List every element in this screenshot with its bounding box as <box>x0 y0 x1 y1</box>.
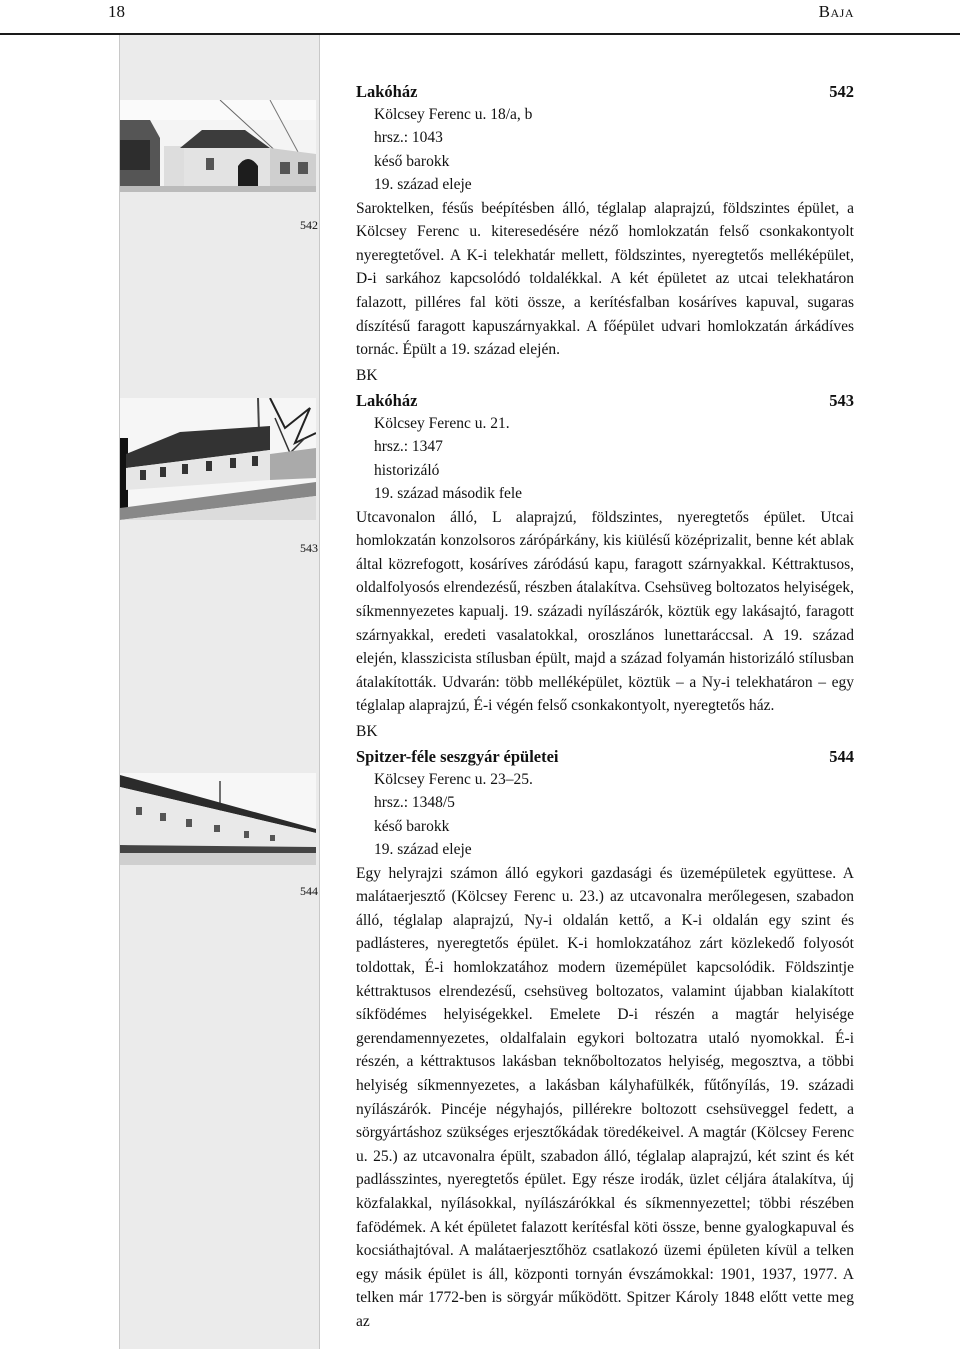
photo-label-543: 543 <box>300 541 318 555</box>
entry-address: Kölcsey Ferenc u. 18/a, b <box>374 106 533 123</box>
entry-542 <box>356 80 854 387</box>
entry-heading <box>356 389 854 412</box>
entry-543 <box>356 389 854 744</box>
photo-544 <box>120 773 316 865</box>
entry-number: 542 <box>829 82 854 101</box>
entry-hrsz: hrsz.: 1348/5 <box>374 794 455 812</box>
photo-label-542: 542 <box>300 218 318 232</box>
entry-author: BK <box>356 366 378 384</box>
entry-date: 19. század eleje <box>374 176 472 194</box>
entry-number: 544 <box>829 747 854 766</box>
entry-title: Lakóház <box>356 391 418 410</box>
photo-542 <box>120 100 316 192</box>
entry-address: Kölcsey Ferenc u. 23–25. <box>374 771 533 788</box>
entry-description: Saroktelken, fésűs beépítésben álló, téglalap alaprajzú, földszintes épület, a Kölcsey Ferenc u. kiteresedésére néző homlokzatán felső csonkakontyolt nyeregtetővel. A K-i telekhatár mellett, földszintes, nyeregtetős melléképület, D-i sarkához kapcsolódó toldalékkal. A két épületet az utcai telekhatáron falazott, pilléres fal köti össze, a kerítésfalban kosáríves kapuval, sugaras díszítésű faragott kapuszárnyakkal. A főépület udvari homlokzatán árkádíves tornác. Épült a 19. század elején. <box>356 199 854 359</box>
photo-543 <box>120 398 316 520</box>
entry-date: 19. század második fele <box>374 485 523 503</box>
entry-title: Lakóház <box>356 82 418 101</box>
page-number: 18 <box>108 2 125 21</box>
image-column <box>119 35 320 1349</box>
entry-style: historizáló <box>374 461 440 479</box>
entry-date: 19. század eleje <box>374 841 472 859</box>
entry-hrsz: hrsz.: 1043 <box>374 129 443 147</box>
photo-label-544: 544 <box>300 884 318 898</box>
entry-description: Egy helyrajzi számon álló egykori gazdasági és üzemépületek együttese. A malátaerjesztő (Kölcsey Ferenc u. 23.) az utcavonalra merőlegesen, szabadon álló, téglalap alaprajzú, Ny-i oldalán kettő, a K-i oldalán egy szint és padlásteres, nyeregtetős épület. K-i homlokzatához zárt közlekedő folyosót toldottak, É-i homlokzatához modern üzemépület kapcsolódik. Földszintje kéttraktusos elrendezésű, csehsüveg boltozatos, valamint újabban kialakított síkfödémes helyiségekkel. Emelete D-i részén a magtár helyisége gerendamennyezetes, oldalfalain egykori boltozatra utaló nyomokkal. É-i részén, a kéttraktusos lakásban teknőboltozatos helyiség, megosztva, a többi helyiség síkmennyezetes, a lakásban kályhafülkék, fűtőnyílás, 19. századi nyílászárók. Pincéje négyhajós, pillérekre boltozott csehsüveggel fedett, a sörgyártáshoz szükséges erjesztőkádak töredékeivel. A magtár (Kölcsey Ferenc u. 25.) az utcavonalra épült, szabadon álló, téglalap alaprajzú, két szint és két padlásszintes, nyeregtetős épület. Egy része irodák, üzlet céljára átalakítva, új közfalakkal, nyílásokkal, nyílászárókkal és síkmennyezettel; többi részében fafödémek. A két épületet falazott kerítésfal köti össze, benne gyalogkapuval és kocsiáthajtóval. A malátaerjesztőhöz csatlakozó üzemi épületen kívül a telken egy másik épület is áll, központi tornyán évszámokkal: 1901, 1937, 1977. A telken már 1772-ben is sörgyár működött. Spitzer Károly 1848 előtt vette meg az <box>356 864 854 1330</box>
entry-author: BK <box>356 722 378 740</box>
entry-title: Spitzer-féle seszgyár épületei <box>356 747 559 766</box>
entry-address: Kölcsey Ferenc u. 21. <box>374 415 510 432</box>
entry-hrsz: hrsz.: 1347 <box>374 438 443 456</box>
entry-number: 543 <box>829 391 854 410</box>
entry-544 <box>356 745 854 1334</box>
entry-style: késő barokk <box>374 817 450 835</box>
entry-heading <box>356 80 854 103</box>
running-title: Baja <box>818 2 854 21</box>
entry-heading <box>356 745 854 768</box>
entry-style: késő barokk <box>374 152 450 170</box>
entry-description: Utcavonalon álló, L alaprajzú, földszintes, nyeregtetős épület. Utcai homlokzatán konzolsoros zárópárkány, kis kiülésű középrizalit, benne két ablak által közrefogott, kosáríves záródású kapu, faragott szárnyakkal. Kéttraktusos, oldalfolyosós elrendezésű, részben átalakítva. Csehsüveg boltozatos helyiségek, síkmennyezetes kapualj. 19. századi nyílászárók, köztük egy lakásajtó, faragott szárnyakkal, eredeti vasalatokkal, oroszlános lunettaráccsal. A 19. század elején, klasszicista stílusban épült, majd a század folyamán historizáló stílusban átalakították. Udvarán: több melléképület, köztük – a Ny-i telekhatáron – egy téglalap alaprajzú, É-i végén felső csonkakontyolt, nyeregtetős ház. <box>356 508 854 715</box>
